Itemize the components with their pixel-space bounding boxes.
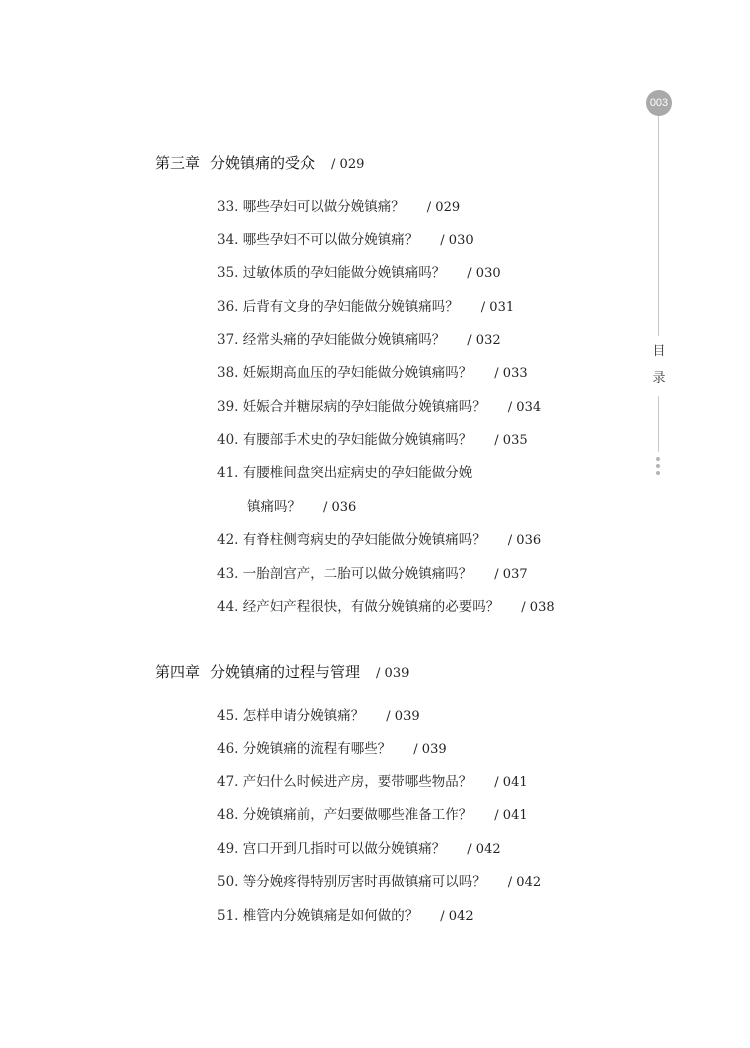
toc-entry[interactable] [217,704,420,724]
side-title-char-2: 录 [652,371,666,386]
entry-page: / 036 [507,533,542,548]
toc-entry[interactable] [217,870,541,890]
entry-page: / 032 [467,333,501,348]
entry-page: / 029 [426,200,461,215]
entry-page: / 031 [480,300,515,315]
page-number-badge: 003 [646,90,672,116]
toc-entry[interactable] [217,428,528,448]
entry-title: 有腰部手术史的孕妇能做分娩镇痛吗？ [242,432,473,448]
toc-entry[interactable] [217,803,528,823]
toc-entry[interactable] [217,395,541,415]
toc-entry-continuation[interactable] [247,495,356,515]
chapter-page: / 029 [331,157,365,172]
entry-page: / 042 [467,842,501,857]
entry-page: / 041 [494,775,528,790]
entry-title: 有脊柱侧弯病史的孕妇能做分娩镇痛吗？ [242,532,486,548]
entry-page: / 039 [413,742,447,757]
entry-title: 有腰椎间盘突出症病史的孕妇能做分娩 [242,465,473,481]
toc-entry[interactable] [217,770,528,790]
entry-title: 过敏体质的孕妇能做分娩镇痛吗？ [242,265,446,281]
entry-number: 38. [217,365,239,381]
side-dot [656,471,660,475]
entry-number: 44. [217,599,239,615]
entry-title: 妊娠期高血压的孕妇能做分娩镇痛吗？ [242,365,473,381]
entry-title: 哪些孕妇不可以做分娩镇痛？ [242,232,419,248]
entry-number: 45. [217,708,239,724]
entry-number: 36. [217,299,239,315]
chapter-number: 第四章 [155,663,201,681]
entry-title: 后背有文身的孕妇能做分娩镇痛吗？ [242,299,459,315]
entry-title: 哪些孕妇可以做分娩镇痛？ [242,199,405,215]
entry-title: 经产妇产程很快，有做分娩镇痛的必要吗？ [242,599,500,615]
entry-title: 产妇什么时候进产房，要带哪些物品？ [242,774,473,790]
entry-page: / 037 [494,567,528,582]
toc-entry[interactable] [217,195,460,215]
toc-entry[interactable] [217,562,528,582]
chapter-title: 分娩镇痛的受众 [210,154,316,172]
entry-number: 46. [217,741,239,757]
side-divider-bottom [658,396,659,452]
entry-number: 40. [217,432,239,448]
entry-number: 50. [217,874,239,890]
entry-title-continuation: 镇痛吗？ [247,499,301,515]
entry-title: 椎管内分娩镇痛是如何做的？ [242,908,419,924]
toc-entry[interactable] [217,295,514,315]
side-dot [656,457,660,461]
entry-title: 宫口开到几指时可以做分娩镇痛？ [242,841,446,857]
entry-number: 37. [217,332,239,348]
entry-page: / 042 [507,875,542,890]
entry-number: 34. [217,232,239,248]
entry-number: 43. [217,566,239,582]
side-dot [656,464,660,468]
entry-number: 39. [217,399,239,415]
entry-page: / 034 [507,400,542,415]
entry-number: 48. [217,807,239,823]
chapter-heading[interactable] [155,661,409,682]
entry-page: / 030 [440,233,474,248]
toc-entry[interactable] [217,461,472,481]
chapter-heading[interactable] [155,152,364,173]
entry-title: 分娩镇痛前，产妇要做哪些准备工作？ [242,807,473,823]
toc-entry[interactable] [217,595,555,615]
toc-entry[interactable] [217,737,447,757]
entry-title: 怎样申请分娩镇痛？ [242,708,365,724]
entry-number: 41. [217,465,239,481]
entry-title: 一胎剖宫产，二胎可以做分娩镇痛吗？ [242,566,473,582]
toc-entry[interactable] [217,361,528,381]
toc-entry[interactable] [217,904,474,924]
entry-number: 35. [217,265,239,281]
entry-page: / 030 [467,266,501,281]
toc-entry[interactable] [217,328,501,348]
toc-entry[interactable] [217,261,501,281]
chapter-number: 第三章 [155,154,201,172]
entry-page: / 033 [494,366,528,381]
toc-entry[interactable] [217,228,474,248]
entry-page: / 039 [386,709,420,724]
chapter-title: 分娩镇痛的过程与管理 [210,663,361,681]
entry-page: / 035 [494,433,528,448]
entry-number: 49. [217,841,239,857]
entry-title: 妊娠合并糖尿病的孕妇能做分娩镇痛吗？ [242,399,486,415]
entry-number: 51. [217,908,239,924]
entry-title: 等分娩疼得特别厉害时再做镇痛可以吗？ [242,874,486,890]
toc-entry[interactable] [217,528,541,548]
toc-entry[interactable] [217,837,501,857]
entry-page: / 041 [494,808,528,823]
entry-page: / 038 [521,600,555,615]
entry-number: 33. [217,199,239,215]
side-divider-top [658,116,659,336]
chapter-page: / 039 [376,666,410,681]
entry-number: 42. [217,532,239,548]
entry-page: / 036 [323,500,357,515]
side-title-char-1: 目 [652,344,666,359]
entry-number: 47. [217,774,239,790]
entry-page: / 042 [440,909,474,924]
entry-title: 分娩镇痛的流程有哪些？ [242,741,392,757]
entry-title: 经常头痛的孕妇能做分娩镇痛吗？ [242,332,446,348]
